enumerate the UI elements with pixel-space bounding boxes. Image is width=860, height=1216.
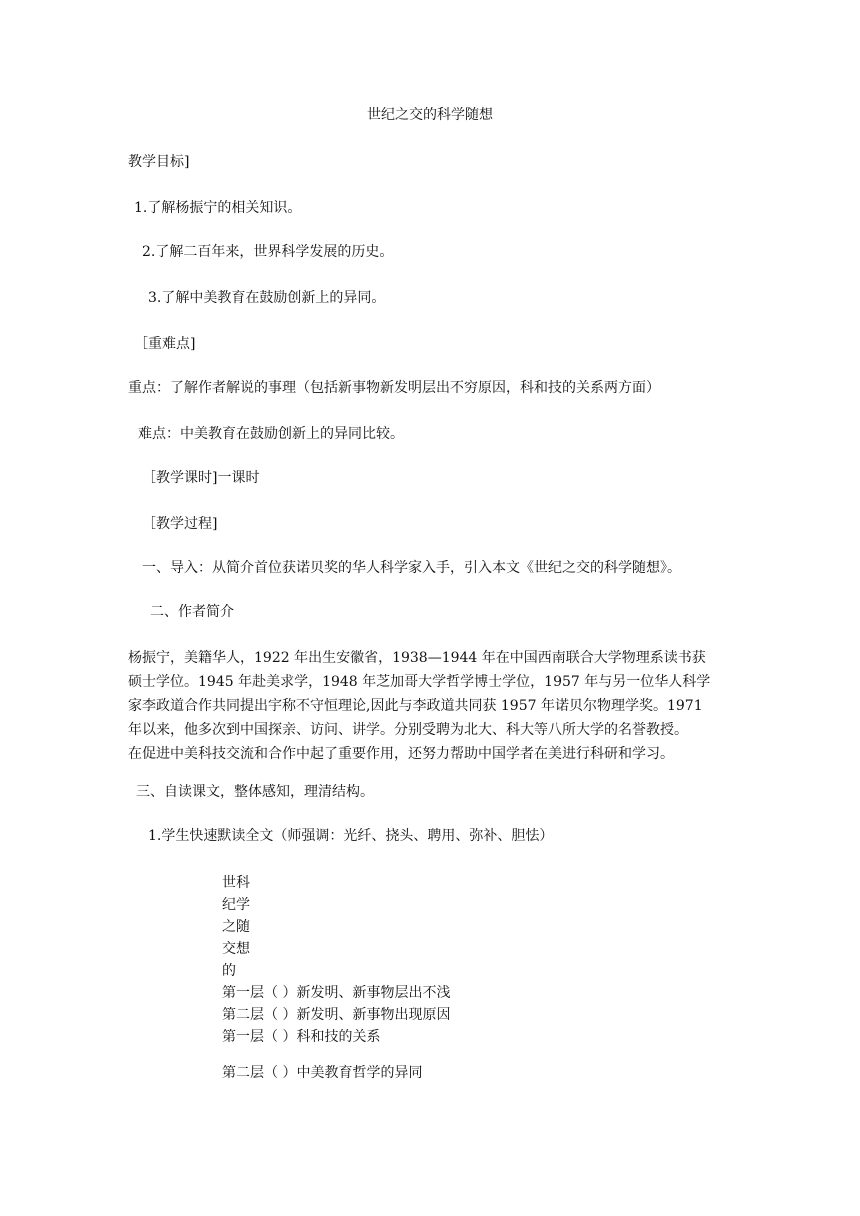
difficult-point: 难点：中美教育在鼓励创新上的异同比较。 (138, 426, 404, 442)
structure-layer: 第一层（ ）科和技的关系 (222, 1029, 381, 1045)
structure-title-line: 世科 (222, 875, 250, 891)
bio-line: 杨振宁，美籍华人，1922 年出生安徽省，1938—1944 年在中国西南联合大学物理系读书获 (128, 650, 706, 666)
process-heading: ［教学过程] (142, 516, 218, 532)
objective-item-2: 2.了解二百年来，世界科学发展的历史。 (142, 244, 394, 260)
step-1-intro: 一、导入：从简介首位获诺贝奖的华人科学家入手，引入本文《世纪之交的科学随想》。 (142, 560, 681, 576)
objectives-heading: 教学目标] (128, 154, 190, 170)
bio-line: 在促进中美科技交流和合作中起了重要作用，还努力帮助中国学者在美进行科研和学习。 (128, 746, 674, 762)
objective-item-3: 3.了解中美教育在鼓励创新上的异同。 (148, 290, 386, 306)
structure-title-line: 纪学 (222, 897, 250, 913)
bio-line: 硕士学位。1945 年赴美求学，1948 年芝加哥大学哲学博士学位，1957 年与另一位华人科学 (128, 674, 711, 690)
author-bio-paragraph (128, 646, 732, 766)
document-title: 世纪之交的科学随想 (367, 107, 493, 123)
class-hours: ［教学课时]一课时 (142, 470, 260, 486)
step-3-item-1: 1.学生快速默读全文（师强调：光纤、挠头、聘用、弥补、胆怯） (148, 828, 554, 844)
structure-layer: 第一层（ ）新发明、新事物层出不浅 (222, 985, 451, 1001)
structure-title-line: 之随 (222, 919, 250, 935)
bio-line: 家李政道合作共同提出宇称不守恒理论,因此与李政道共同获 1957 年诺贝尔物理学奖。1971 (128, 698, 703, 714)
objective-item-1: 1.了解杨振宁的相关知识。 (134, 200, 302, 216)
spacer (222, 1048, 450, 1062)
structure-title-line: 的 (222, 963, 236, 979)
bio-line: 年以来，他多次到中国探亲、访问、讲学。分别受聘为北大、科大等八所大学的名誉教授。 (128, 722, 688, 738)
key-points-heading: ［重难点] (134, 336, 196, 352)
step-3-reading: 三、自读课文，整体感知，理清结构。 (136, 784, 374, 800)
step-2-author-intro: 二、作者简介 (150, 604, 234, 620)
structure-title-line: 交想 (222, 941, 250, 957)
key-point: 重点：了解作者解说的事理（包括新事物新发明层出不穷原因，科和技的关系两方面） (128, 380, 660, 396)
structure-outline (222, 872, 450, 1084)
structure-layer: 第二层（ ）中美教育哲学的异同 (222, 1065, 423, 1081)
structure-layer: 第二层（ ）新发明、新事物出现原因 (222, 1007, 451, 1023)
